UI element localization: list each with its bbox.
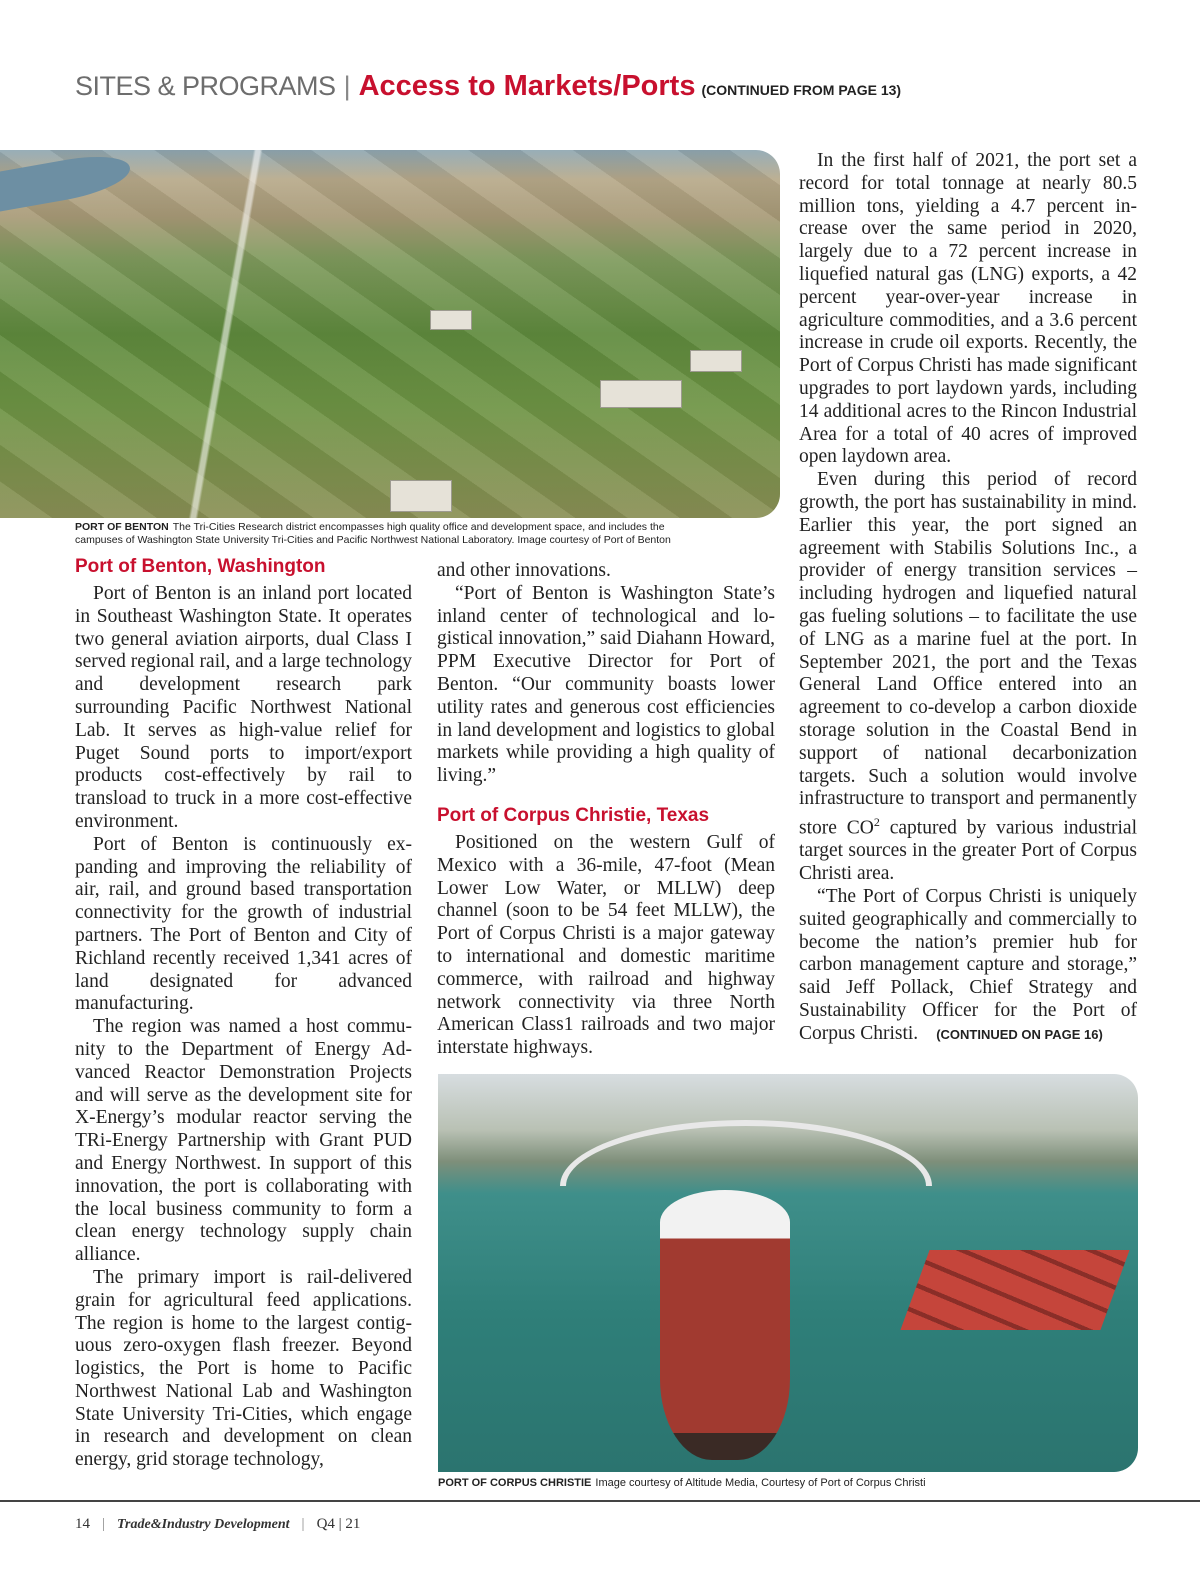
page-header — [75, 70, 901, 103]
corpus-photo-caption — [438, 1477, 1138, 1490]
barges-shape — [900, 1250, 1129, 1330]
benton-paragraph-2: Port of Benton is continuously expanding and improving the reliability of air, rail, and ground based transportation connectivity for the growth of industrial partners. The Port of Benton and City of Richland recently received 1,341 acres of land designated for advanced manufacturing. — [75, 833, 412, 1015]
page-title: Access to Markets/Ports — [358, 70, 696, 102]
benton-paragraph-4: The primary import is rail-delivered grain for agricultural feed applications. The region is home to the largest contiguous zero-oxygen flash freezer. Beyond logistics, the Port is home to Pacific Northwest National Lab and Washington State University Tri-Cities, which engage in research and development on clean energy, grid storage technology, — [75, 1266, 412, 1471]
footer-rule — [0, 1500, 1200, 1502]
corpus-caption-text: Image courtesy of Altitude Media, Courtesy of Port of Corpus Christi — [595, 1477, 926, 1489]
corpus-paragraph-3-end: captured by various industrial target sources in the greater Port of Corpus Christi area. — [799, 817, 1137, 885]
corpus-paragraph-4 — [799, 886, 1137, 1047]
section-label: SITES & PROGRAMS — [75, 71, 336, 101]
benton-quote-paragraph: “Port of Benton is Washington State’s inland center of technological and logistical innovation,” said Diahann Howard, PPM Executive Director for Port of Benton. “Our community boasts lower utility rates and generous cost efficiencies in land development and logistics to global markets while providing a high quality of living.” — [437, 582, 775, 787]
benton-paragraph-3: The region was named a host community to the Department of Energy Advanced Reactor Demonstration Projects and will serve as the development site for X-Energy’s modular reactor serving the TRi-Energy Partnership with Grant PUD and Energy Northwest. In support of this innovation, the port is collaborating with the local business community to form a clean energy technology supply chain alliance. — [75, 1016, 412, 1266]
magazine-name: Trade&Industry Development — [117, 1517, 290, 1532]
benton-paragraph-1: Port of Benton is an inland port located in Southeast Washington State. It operates two general aviation airports, dual Class I served regional rail, and a large technology and development research park surrounding Pacific Northwest National Lab. It serves as high-value relief for Puget Sound ports to import/​export products cost-effectively by rail to transload to truck in a more cost-effective environment. — [75, 583, 412, 832]
page-footer — [75, 1516, 360, 1533]
column-2 — [437, 560, 775, 1060]
benton-caption-text: The Tri-Cities Research district encompasses high quality office and development space, and includes the campuses of Washington State University Tri-Cities and Pacific Northwest National Laboratory. Image courtesy of Port of Benton — [75, 521, 671, 546]
continued-on: (CONTINUED ON PAGE 16) — [936, 1026, 1103, 1042]
port-of-benton-aerial-photo — [0, 150, 780, 518]
corpus-heading: Port of Corpus Christie, Texas — [437, 804, 710, 826]
corpus-paragraph-1: Positioned on the western Gulf of Mexico with a 36-mile, 47-foot (Mean Lower Low Water, or MLLW) deep channel (soon to be 54 feet MLLW), the Port of Corpus Christi is a major gateway to international and domestic maritime commerce, with railroad and highway network connectivity via three North American Class1 railroads and two major interstate highways. — [437, 831, 775, 1059]
page-number: 14 — [75, 1516, 90, 1532]
benton-caption-label: PORT OF BENTON — [75, 521, 169, 533]
corpus-paragraph-2: In the first half of 2021, the port set a record for total tonnage at nearly 80.5 million tons, yielding a 4.7 percent increase over the same period in 2020, largely due to a 72 percent increase in liquefied natural gas (LNG) exports, a 42 percent year-over-year increase in agriculture commodities, and a 3.6 percent increase in crude oil exports. Recently, the Port of Corpus Christi has made significant upgrades to port laydown yards, including 14 additional acres to the Rincon Industrial Area for a total of 40 acres of improved open laydown area. — [799, 150, 1137, 468]
footer-divider-1: | — [102, 1516, 106, 1532]
continued-from: (CONTINUED FROM PAGE 13) — [701, 82, 902, 98]
co2-subscript: 2 — [873, 815, 880, 830]
corpus-paragraph-3 — [799, 469, 1137, 886]
column-3 — [799, 150, 1137, 1047]
tanker-ship-shape — [660, 1190, 790, 1460]
corpus-paragraph-3-text: Even during this period of record growth, the port has sustainability in mind. Earlier this year, the port signed an agreement with Stabilis Solutions Inc., a provider of energy transition services – including hydrogen and liquefied natural gas fueling solutions – to facilitate the use of LNG as a marine fuel at the port. In September 2021, the port and the Texas General Land Office entered into an agreement to co-develop a carbon dioxide storage solution in the Coastal Bend in support of national decarbonization targets. Such a solution would involve infrastructure to transport and permanently store CO — [799, 469, 1137, 839]
header-divider: | — [343, 71, 351, 101]
benton-paragraph-5: and other innovations. — [437, 560, 611, 581]
corpus-paragraph-4-text: “The Port of Corpus Christi is uniquely suited geographically and commercially to become the nation’s premier hub for carbon management capture and storage,” said Jeff Pollack, Chief Strategy and Sustainability Officer for the Port of Corpus Christi. — [799, 886, 1137, 1044]
column-1 — [75, 555, 412, 1472]
benton-photo-caption — [75, 521, 675, 547]
benton-heading: Port of Benton, Washington — [75, 556, 326, 577]
issue-label: Q4 | 21 — [316, 1516, 361, 1532]
footer-divider-2: | — [301, 1516, 305, 1532]
corpus-caption-label: PORT OF CORPUS CHRISTIE — [438, 1477, 592, 1489]
